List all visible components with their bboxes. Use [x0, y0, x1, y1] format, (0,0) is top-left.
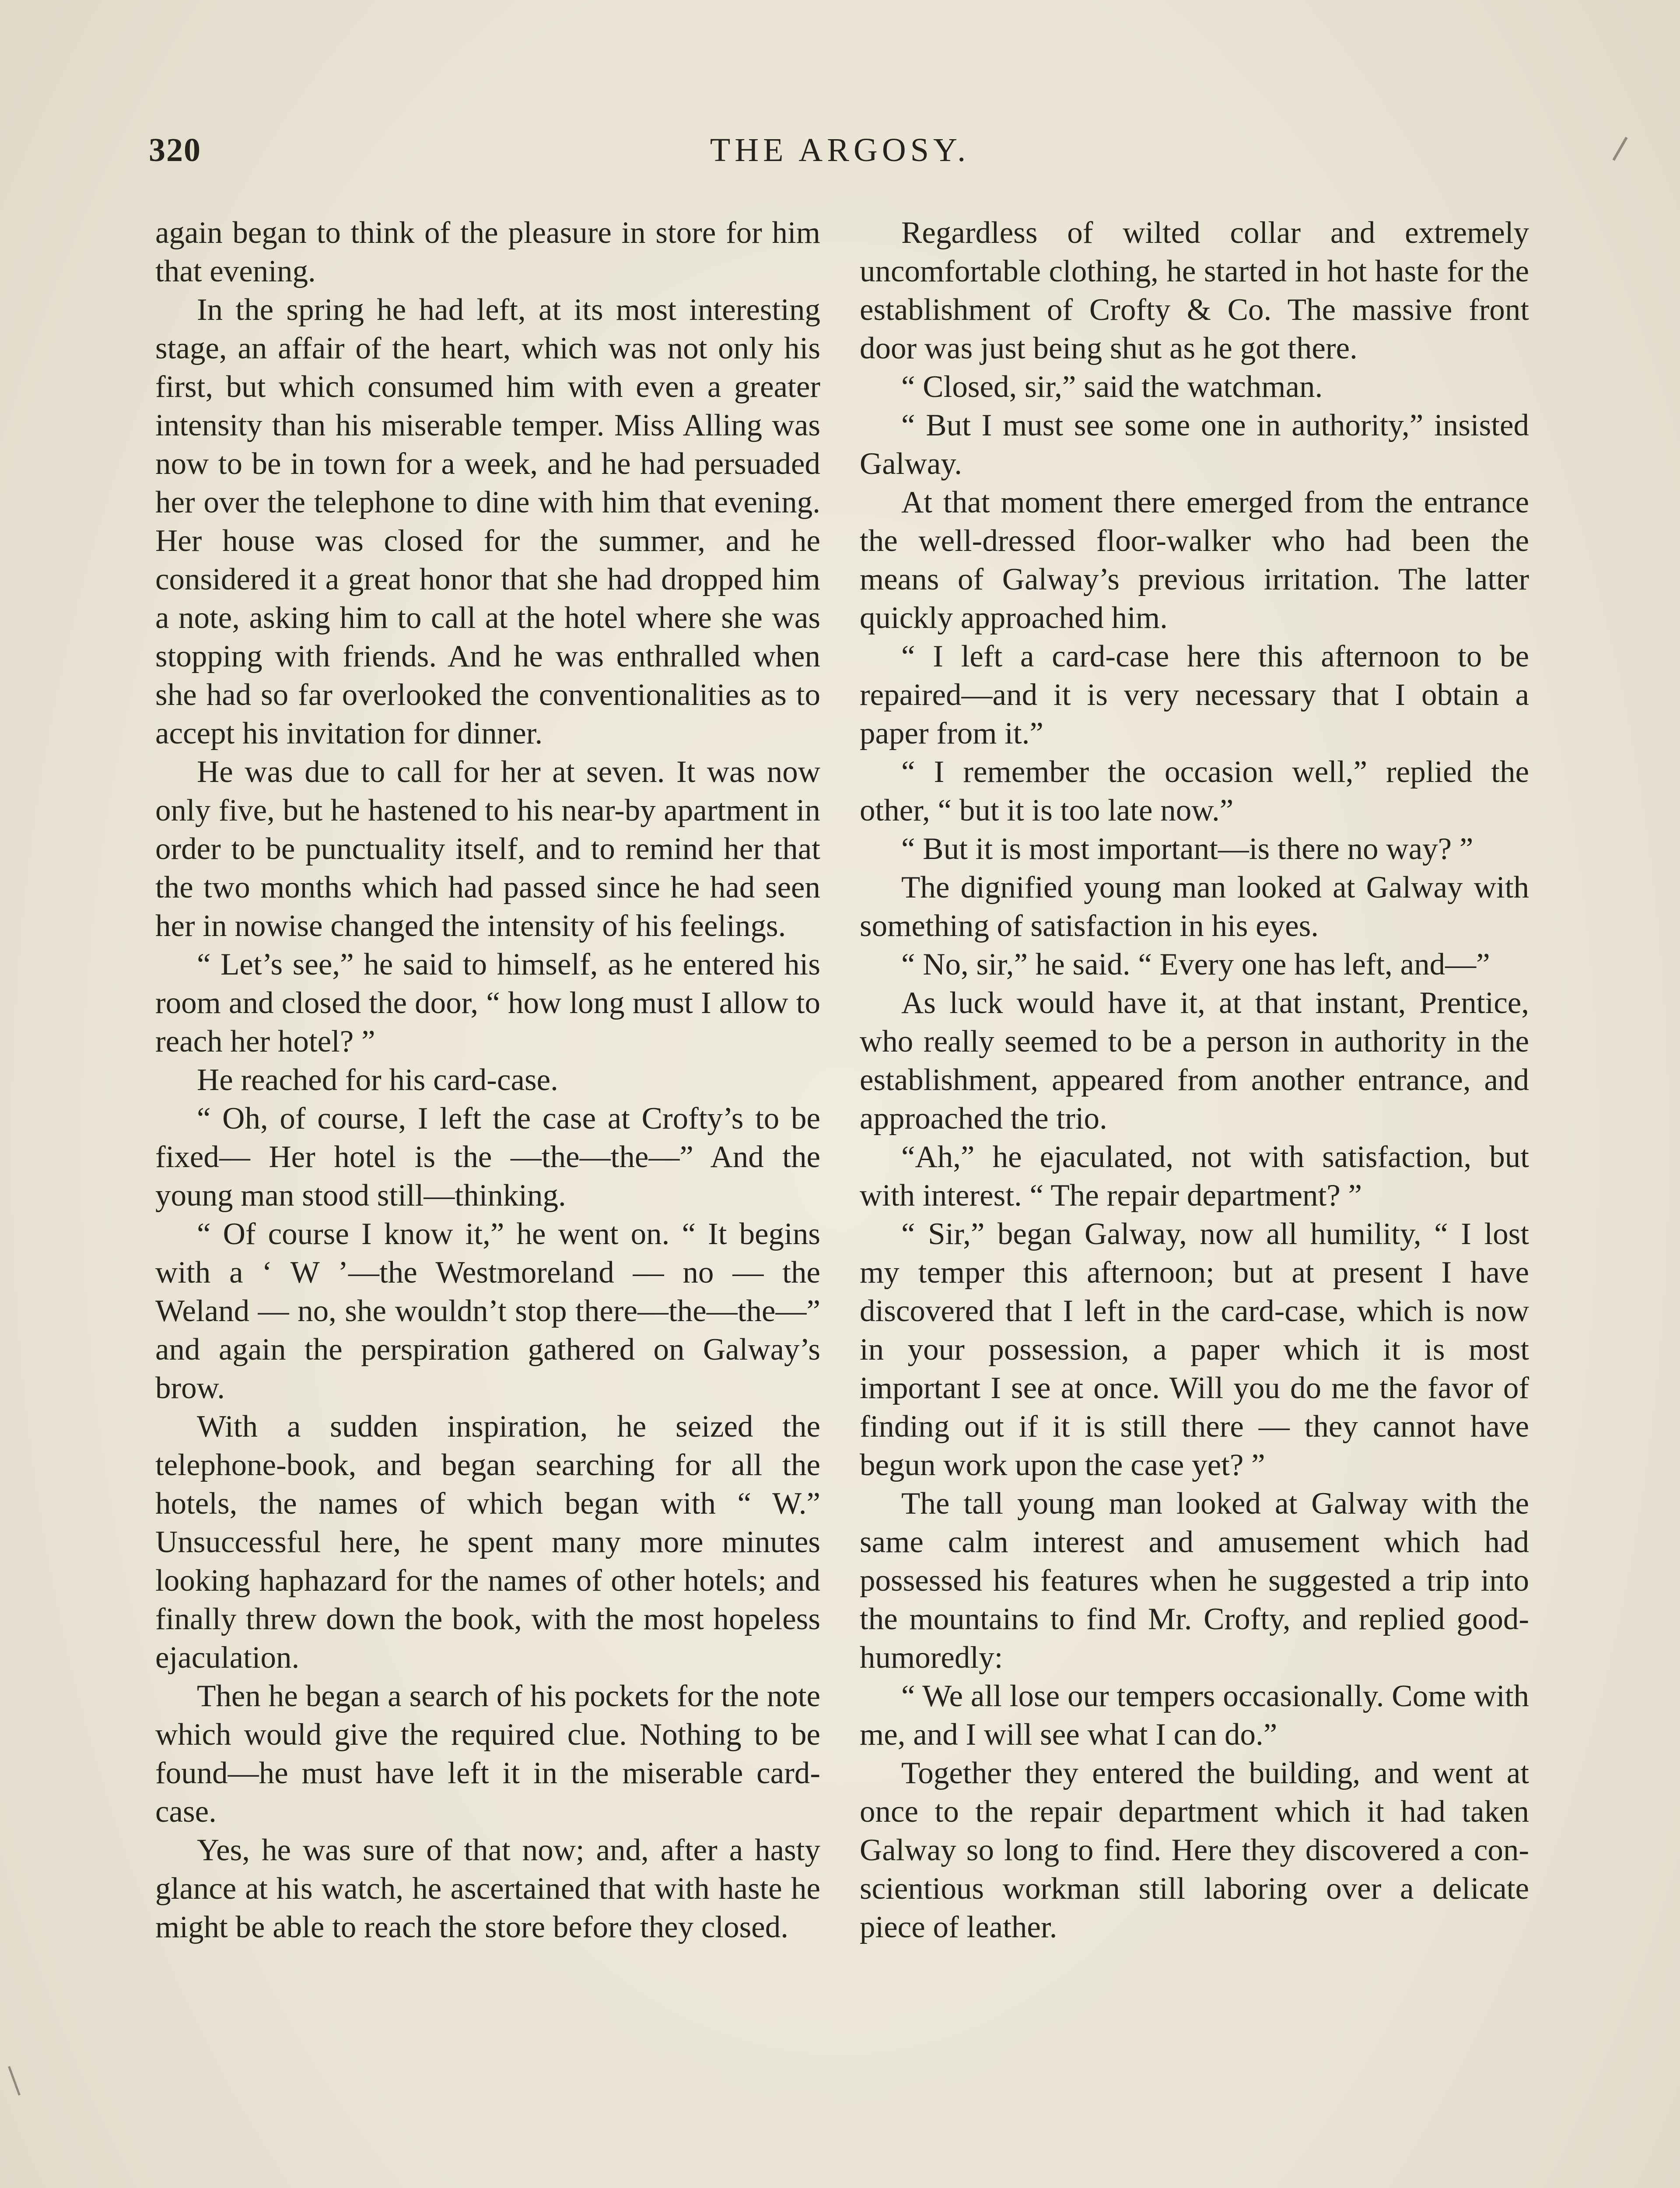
- paragraph: “ No, sir,” he said. “ Every one has left, and—”: [901, 947, 1490, 982]
- paper-blemish: [1612, 137, 1628, 161]
- paragraph: “ Oh, of course, I left the case at Crofty’s to be fixed— Her hotel is the —the—the—” And the young man stood still—thinking.: [155, 1101, 820, 1213]
- paragraph: “ But I must see some one in authority,” insisted Galway.: [860, 408, 1529, 481]
- paper-blemish: [8, 2066, 21, 2095]
- right-column: [860, 214, 1529, 1946]
- paragraph: Yes, he was sure of that now; and, after a hasty glance at his watch, he ascertained that with haste he might be able to reach the store before they closed.: [155, 1833, 820, 1944]
- paragraph: “ Sir,” began Galway, now all humility, “ I lost my temper this afternoon; but at present I have discovered that I left in the card-case, which is now in your possession, a paper which it is most important I see at once. Will you do me the favor of finding out if it is still there — they cannot have begun work upon the case yet? ”: [860, 1217, 1529, 1482]
- page-number: 320: [149, 132, 201, 168]
- paragraph: As luck would have it, at that instant, Prentice, who really seemed to be a person in authority in the establishment, appeared from another entrance, and approached the trio.: [860, 986, 1529, 1136]
- paragraph: “ I remember the occasion well,” replied the other, “ but it is too late now.”: [860, 755, 1529, 828]
- paragraph: The tall young man looked at Galway with the same calm interest and amusement which had possessed his features when he suggested a trip into the mountains to find Mr. Crofty, and replied good-humoredly:: [860, 1487, 1529, 1675]
- paragraph: With a sudden inspiration, he seized the telephone-book, and began searching for all the hotels, the names of which began with “ W.” Unsuccessful here, he spent many more minutes looking haphazard for the names of other hotels; and finally threw down the book, with the most hopeless ejaculation.: [155, 1410, 820, 1675]
- paragraph: “Ah,” he ejaculated, not with satisfaction, but with interest. “ The repair department? ”: [860, 1140, 1529, 1213]
- running-head: THE ARGOSY.: [710, 132, 970, 168]
- paragraph: At that moment there emerged from the entrance the well-dressed floor-walker who had been the means of Galway’s previous irritation. The latter quickly approached him.: [860, 485, 1529, 635]
- paragraph: “ But it is most important—is there no way? ”: [901, 832, 1474, 866]
- page-header: [149, 131, 1531, 184]
- paragraph: again began to think of the pleasure in store for him that evening.: [155, 216, 820, 288]
- paragraph: “ I left a card-case here this afternoon to be repaired—and it is very necessary that I obtain a paper from it.”: [860, 639, 1529, 750]
- paragraph: Regardless of wilted collar and extremely uncomfortable clothing, he started in hot haste for the establishment of Crofty & Co. The massive front door was just being shut as he got there.: [860, 216, 1529, 365]
- left-column: [155, 214, 820, 1946]
- paragraph: “ Of course I know it,” he went on. “ It begins with a ‘ W ’—the Westmoreland — no — the Weland — no, she wouldn’t stop there—the—the—” and again the perspiration gathered on Galway’s brow.: [155, 1217, 820, 1405]
- paragraph: The dignified young man looked at Galway with something of satisfaction in his eyes.: [860, 870, 1529, 943]
- paragraph: “ We all lose our tempers occasionally. Come with me, and I will see what I can do.”: [860, 1679, 1529, 1752]
- paragraph: “ Let’s see,” he said to himself, as he entered his room and closed the door, “ how long must I allow to reach her hotel? ”: [155, 947, 820, 1059]
- paragraph: He was due to call for her at seven. It was now only five, but he hastened to his near-by apartment in order to be punctuality itself, and to remind her that the two months which had passed since he had seen her in nowise changed the intensity of his feelings.: [155, 755, 820, 943]
- paragraph: Then he began a search of his pockets for the note which would give the required clue. Nothing to be found—he must have left it in the miserable card-case.: [155, 1679, 820, 1829]
- paragraph: “ Closed, sir,” said the watchman.: [901, 370, 1323, 404]
- paragraph: Together they entered the building, and went at once to the repair department which it had taken Galway so long to find. Here they discovered a conscientious workman still laboring over a delicate piece of leather.: [860, 1756, 1529, 1944]
- paragraph: In the spring he had left, at its most interesting stage, an affair of the heart, which was not only his first, but which consumed him with even a greater intensity than his miserable temper. Miss Alling was now to be in town for a week, and he had persuaded her over the telephone to dine with him that evening. Her house was closed for the summer, and he considered it a great honor that she had dropped him a note, asking him to call at the hotel where she was stopping with friends. And he was enthralled when she had so far overlooked the conventionalities as to accept his invitation for dinner.: [155, 293, 820, 750]
- paragraph: He reached for his card-case.: [197, 1063, 558, 1097]
